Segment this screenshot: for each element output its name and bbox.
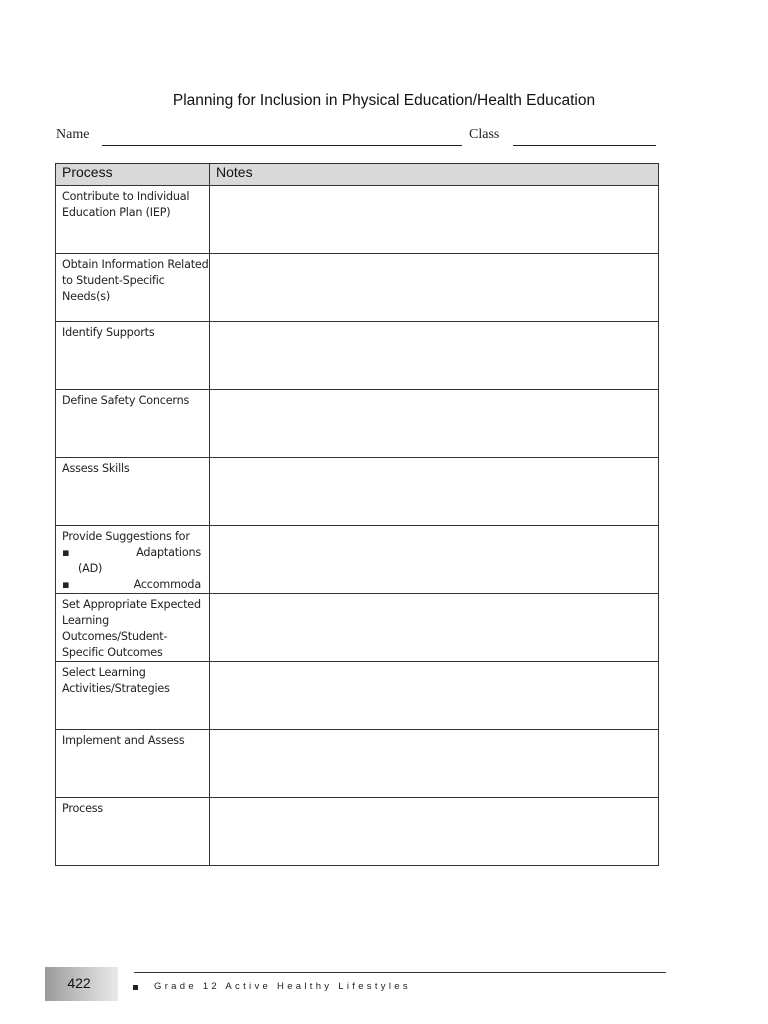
notes-cell[interactable]	[210, 458, 659, 526]
notes-cell[interactable]	[210, 798, 659, 866]
table-row	[56, 322, 659, 390]
page-number: 422	[67, 975, 91, 991]
notes-cell[interactable]	[210, 662, 659, 730]
process-cell: Set Appropriate Expected Learning Outcomes/Student-Specific Outcomes	[62, 598, 201, 659]
class-label: Class	[469, 127, 500, 142]
notes-cell[interactable]	[210, 322, 659, 390]
bullet-subtext: (AD)	[78, 562, 103, 575]
name-label: Name	[56, 127, 90, 142]
process-cell-text: Provide Suggestions for	[62, 530, 190, 543]
page-title: Planning for Inclusion in Physical Education/Health Education	[172, 92, 596, 109]
notes-cell[interactable]	[210, 390, 659, 458]
notes-cell[interactable]	[210, 186, 659, 254]
table-row	[56, 594, 659, 662]
table-row	[56, 186, 659, 254]
table-row	[56, 798, 659, 866]
bullet-list	[62, 545, 209, 593]
class-field-line[interactable]	[513, 145, 656, 146]
process-cell: Select Learning Activities/Strategies	[62, 666, 170, 695]
process-cell: Contribute to Individual Education Plan (IEP)	[62, 190, 190, 219]
notes-cell[interactable]	[210, 526, 659, 594]
column-header-notes: Notes	[210, 164, 659, 186]
table-row	[56, 730, 659, 798]
bullet-icon: ▪	[62, 578, 70, 591]
bullet-item	[62, 577, 209, 593]
process-cell: Process	[62, 802, 104, 815]
notes-cell[interactable]	[210, 254, 659, 322]
process-cell: Obtain Information Related to Student-Specific Needs(s)	[62, 258, 209, 303]
inclusion-planning-table	[55, 163, 659, 866]
footer-divider	[134, 972, 666, 973]
bullet-icon: ▪	[62, 546, 70, 559]
process-cell: Define Safety Concerns	[62, 394, 190, 407]
table-row	[56, 526, 659, 594]
table-row	[56, 254, 659, 322]
process-cell: Implement and Assess	[62, 734, 185, 747]
page-number-box	[45, 967, 118, 1001]
footer-text: Grade 12 Active Healthy Lifestyles	[154, 981, 411, 992]
footer-square-icon	[133, 985, 138, 990]
name-field-line[interactable]	[102, 145, 462, 146]
bullet-text: Accommoda	[133, 578, 201, 591]
column-header-process: Process	[56, 164, 210, 186]
bullet-text: Adaptations	[136, 546, 201, 559]
table-row	[56, 662, 659, 730]
bullet-item	[62, 545, 209, 577]
notes-cell[interactable]	[210, 730, 659, 798]
process-cell: Identify Supports	[62, 326, 155, 339]
name-class-fields	[56, 125, 658, 149]
table-header-row	[56, 164, 659, 186]
notes-cell[interactable]	[210, 594, 659, 662]
process-cell	[56, 526, 209, 593]
table-row	[56, 458, 659, 526]
process-cell: Assess Skills	[62, 462, 130, 475]
table-row	[56, 390, 659, 458]
